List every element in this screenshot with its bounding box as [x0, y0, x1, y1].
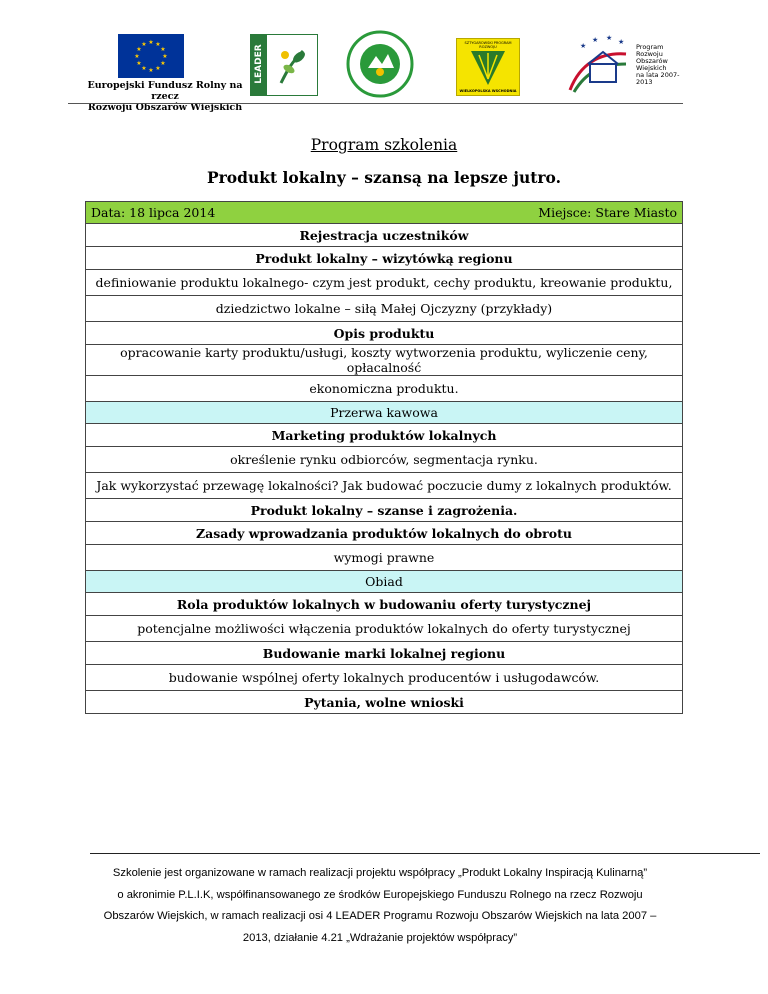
footer-line: Obszarów Wiejskich, w ramach realizacji osi 4 LEADER Programu Rozwoju Obszarów Wiejskich na lata 2007 –: [103, 910, 657, 922]
agenda-description: opracowanie karty produktu/usługi, koszty wytworzenia produktu, wyliczenie ceny, opłacalność: [86, 345, 683, 376]
svg-text:★: ★: [134, 53, 140, 60]
footer-note: [80, 863, 680, 949]
agenda-item: Rola produktów lokalnych w budowaniu oferty turystycznej: [86, 593, 683, 616]
agenda-description: ekonomiczna produktu.: [86, 376, 683, 402]
agenda-description: definiowanie produktu lokalnego- czym jest produkt, cechy produktu, kreowanie produktu,: [86, 270, 683, 296]
svg-text:★: ★: [155, 41, 161, 48]
svg-text:★: ★: [141, 65, 147, 72]
prow-line: Program: [636, 43, 664, 51]
agenda-description: budowanie wspólnej oferty lokalnych producentów i usługodawców.: [86, 665, 683, 691]
eu-logo-text: [80, 80, 250, 113]
prow-line: Wiejskich: [636, 64, 667, 72]
svg-text:★: ★: [141, 41, 147, 48]
lgd-seal-logo: [346, 30, 414, 98]
footer-divider: [90, 853, 760, 854]
eu-text-line1: Europejski Fundusz Rolny na rzecz: [87, 80, 243, 102]
prow-line: na lata 2007-2013: [636, 71, 680, 86]
svg-text:★: ★: [606, 34, 613, 42]
document-subtitle: Produkt lokalny – szansą na lepsze jutro.: [206, 168, 562, 187]
leaf-icon: [273, 43, 313, 87]
wielk-bottom: WIELKOPOLSKA WSCHODNIA: [459, 89, 517, 93]
agenda-description: dziedzictwo lokalne – siłą Małej Ojczyzny (przykłady): [86, 296, 683, 322]
agenda-description: potencjalne możliwości włączenia produktów lokalnych do oferty turystycznej: [86, 616, 683, 642]
date-label: Data:: [91, 205, 126, 220]
prow-line: Rozwoju: [636, 50, 663, 58]
prow-line: Obszarów: [636, 57, 668, 65]
svg-text:★: ★: [136, 60, 142, 67]
svg-text:★: ★: [592, 36, 599, 44]
agenda-break: Obiad: [86, 571, 683, 593]
agenda-item: Marketing produktów lokalnych: [86, 424, 683, 447]
date-value: 18 lipca 2014: [129, 205, 216, 220]
svg-text:★: ★: [618, 38, 625, 46]
svg-text:★: ★: [136, 46, 142, 53]
agenda-item: Budowanie marki lokalnej regionu: [86, 642, 683, 665]
svg-text:★: ★: [148, 39, 154, 46]
svg-text:★: ★: [160, 60, 166, 67]
agenda-item: Produkt lokalny – szanse i zagrożenia.: [86, 499, 683, 522]
agenda-description: Jak wykorzystać przewagę lokalności? Jak budować poczucie dumy z lokalnych produktów.: [86, 473, 683, 499]
prow-logo: [560, 34, 680, 98]
svg-text:★: ★: [160, 46, 166, 53]
logo-strip: [0, 30, 768, 113]
prow-emblem-icon: [560, 34, 636, 98]
eu-flag-icon: [118, 34, 184, 78]
seal-icon: [346, 30, 414, 98]
wielk-title: SZTYGAROWSKI PROGRAM ROZWOJU: [464, 41, 512, 49]
program-table: [85, 201, 683, 714]
svg-text:★: ★: [580, 42, 587, 50]
date-cell: [91, 205, 215, 220]
wheat-icon: [457, 39, 519, 95]
footer-line: Szkolenie jest organizowane w ramach realizacji projektu współpracy „Produkt Lokalny Inspiracją Kulinarną”: [112, 867, 648, 879]
date-place-row: [86, 202, 683, 224]
agenda-description: wymogi prawne: [86, 545, 683, 571]
header-divider: [68, 103, 683, 104]
place-label: Miejsce:: [538, 205, 592, 220]
eu-text-line2: Rozwoju Obszarów Wiejskich: [87, 102, 243, 113]
wielkopolska-logo: [456, 38, 520, 96]
leader-logo: [250, 34, 318, 96]
place-cell: [538, 205, 677, 220]
leader-text: LEADER: [254, 44, 264, 84]
agenda-break: Przerwa kawowa: [86, 402, 683, 424]
svg-text:★: ★: [148, 67, 154, 74]
svg-text:★: ★: [162, 53, 168, 60]
svg-text:★: ★: [155, 65, 161, 72]
footer-line: o akronimie P.L.I.K, współfinansowanego ze środków Europejskiego Funduszu Rolnego na rzecz Rozwoju: [117, 888, 643, 901]
prow-text: [636, 44, 680, 86]
footer-line: 2013, działanie 4.21 „Wdrażanie projektów współpracy”: [242, 931, 518, 944]
document-title: Program szkolenia: [310, 136, 458, 154]
agenda-item: Opis produktu: [86, 322, 683, 345]
agenda-item: Rejestracja uczestników: [86, 224, 683, 247]
place-value: Stare Miasto: [595, 205, 677, 220]
agenda-description: określenie rynku odbiorców, segmentacja rynku.: [86, 447, 683, 473]
agenda-item: Zasady wprowadzania produktów lokalnych do obrotu: [86, 522, 683, 545]
agenda-item: Produkt lokalny – wizytówką regionu: [86, 247, 683, 270]
agenda-item: Pytania, wolne wnioski: [86, 691, 683, 714]
